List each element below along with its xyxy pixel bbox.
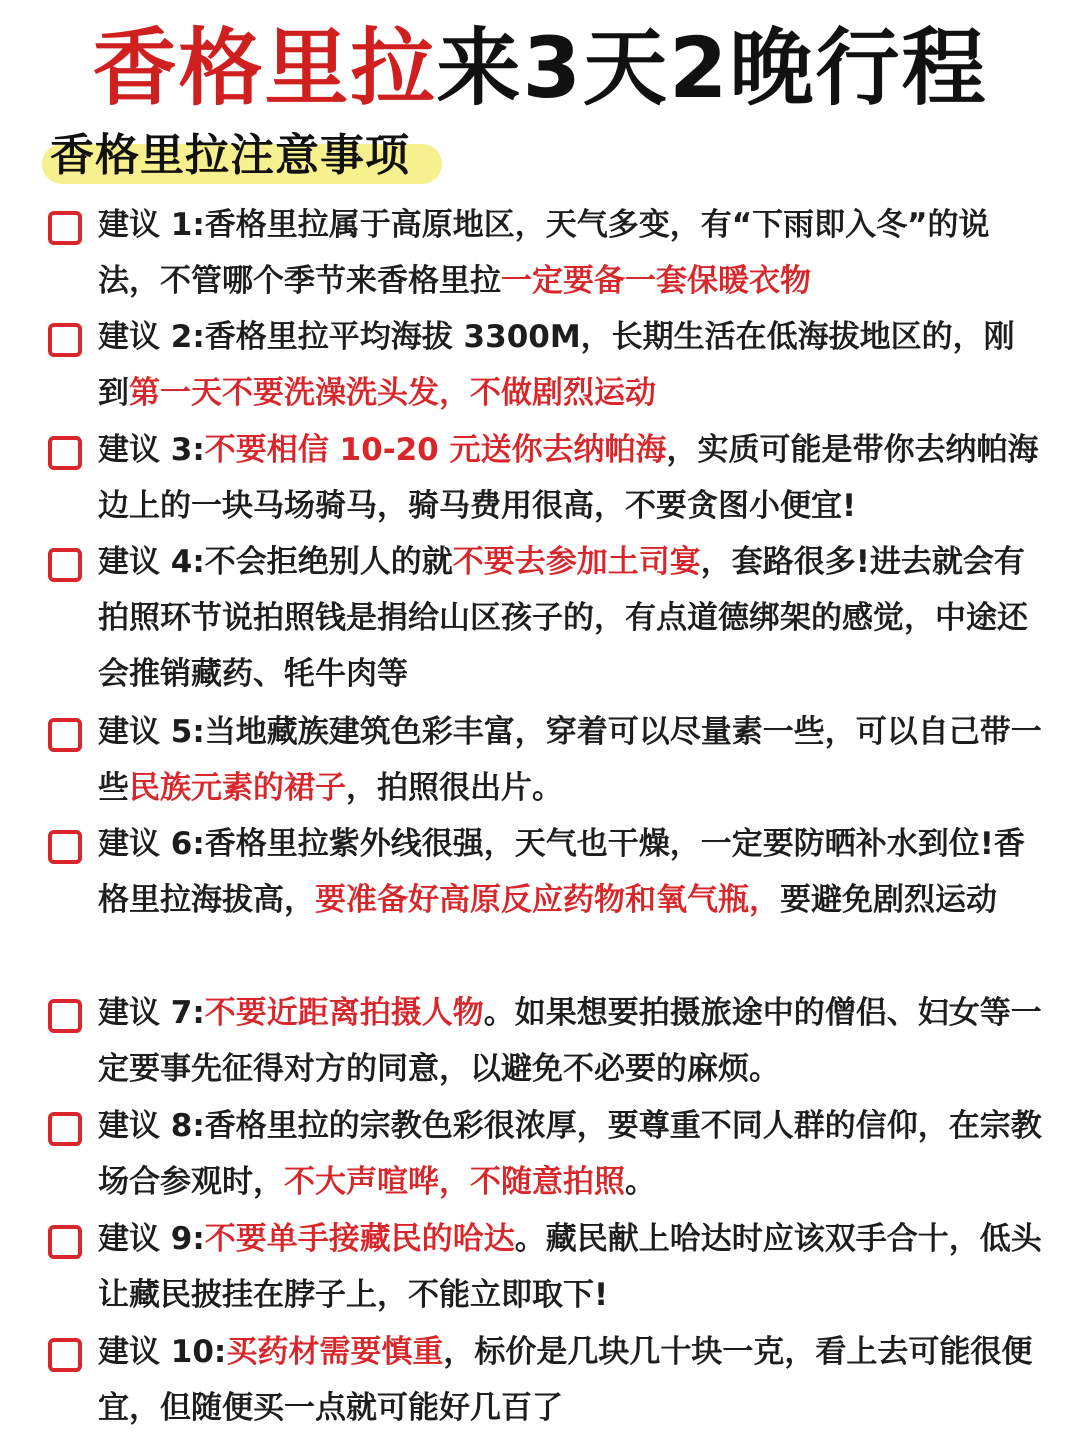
tip-highlight: 要准备好高原反应药物和氧气瓶， <box>315 882 780 918</box>
tip-prefix: 建议 3: <box>98 432 205 468</box>
checkbox-icon[interactable] <box>48 999 82 1033</box>
tip-highlight: 第一天不要洗澡洗头发，不做剧烈运动 <box>129 375 656 411</box>
tip-text-after: ，拍照很出片。 <box>346 770 563 806</box>
tip-text: 香格里拉属于高原地区，天气多变，有“下雨即入冬”的说法，不管哪个季节来香格里拉 <box>98 207 990 299</box>
tip-prefix: 建议 5: <box>98 714 205 750</box>
tip-text: 香格里拉的宗教色彩很浓厚，要尊重不同人群的信仰，在宗教场合参观时， <box>98 1108 1042 1200</box>
tip-highlight: 一定要备一套保暖衣物 <box>501 263 811 299</box>
tip-highlight: 不大声喧哗，不随意拍照 <box>284 1164 625 1200</box>
title-red-part: 香格里拉 <box>92 19 437 117</box>
checkbox-icon[interactable] <box>48 830 82 864</box>
tip-highlight: 买药材需要慎重 <box>226 1334 444 1370</box>
tip-item-8 <box>98 1098 1043 1210</box>
checkbox-icon[interactable] <box>48 718 82 752</box>
checkbox-icon[interactable] <box>48 323 82 357</box>
tip-text: 当地藏族建筑色彩丰富，穿着可以尽量素一些，可以自己带一些 <box>98 714 1042 806</box>
checkbox-icon[interactable] <box>48 436 82 470</box>
section-heading-text: 香格里拉注意事项 <box>50 130 410 181</box>
tip-text: 香格里拉平均海拔 3300M，长期生活在低海拔地区的，刚到 <box>98 319 1015 411</box>
checkbox-icon[interactable] <box>48 1338 82 1372</box>
tip-highlight: 民族元素的裙子 <box>129 770 346 806</box>
tip-text-after: ，标价是几块几十块一克，看上去可能很便宜，但随便买一点就可能好几百了 <box>98 1334 1033 1426</box>
tip-highlight: 不要相信 10-20 元送你去纳帕海 <box>204 432 667 468</box>
tip-item-6 <box>98 816 1043 928</box>
checkbox-icon[interactable] <box>48 548 82 582</box>
checkbox-icon[interactable] <box>48 1112 82 1146</box>
tip-item-5 <box>98 704 1043 816</box>
tip-item-7 <box>98 985 1043 1097</box>
tip-text-after: ，套路很多!进去就会有拍照环节说拍照钱是捐给山区孩子的，有点道德绑架的感觉，中途还会推销藏药、牦牛肉等 <box>98 544 1028 692</box>
tip-prefix: 建议 9: <box>98 1221 205 1257</box>
tip-prefix: 建议 1: <box>98 207 205 243</box>
tip-text: 不会拒绝别人的就 <box>204 544 453 580</box>
page-title <box>0 18 1080 118</box>
tip-item-4 <box>98 534 1043 702</box>
tip-item-3 <box>98 422 1043 534</box>
tip-text-after: 。如果想要拍摄旅途中的僧侣、妇女等一定要事先征得对方的同意，以避免不必要的麻烦。 <box>98 995 1042 1087</box>
title-black-part: 来3天2晚行程 <box>436 19 988 117</box>
tip-prefix: 建议 7: <box>98 995 205 1031</box>
tip-prefix: 建议 10: <box>98 1334 227 1370</box>
tip-prefix: 建议 8: <box>98 1108 205 1144</box>
tip-item-2 <box>98 309 1043 421</box>
tip-prefix: 建议 6: <box>98 826 205 862</box>
tip-text-after: 。 <box>625 1164 656 1200</box>
tip-item-1 <box>98 197 1043 309</box>
tip-prefix: 建议 2: <box>98 319 205 355</box>
tip-highlight: 不要近距离拍摄人物 <box>204 995 484 1031</box>
tip-text-after: ，实质可能是带你去纳帕海边上的一块马场骑马，骑马费用很高，不要贪图小便宜! <box>98 432 1039 524</box>
section-heading <box>50 126 410 186</box>
tip-highlight: 不要单手接藏民的哈达 <box>204 1221 515 1257</box>
tip-highlight: 不要去参加土司宴 <box>452 544 701 580</box>
tip-item-9 <box>98 1211 1043 1323</box>
checkbox-icon[interactable] <box>48 211 82 245</box>
tip-item-10 <box>98 1324 1043 1436</box>
checkbox-icon[interactable] <box>48 1225 82 1259</box>
tip-prefix: 建议 4: <box>98 544 205 580</box>
tip-text-after: 。藏民献上哈达时应该双手合十，低头让藏民披挂在脖子上，不能立即取下! <box>98 1221 1042 1313</box>
tip-text: 香格里拉紫外线很强，天气也干燥，一定要防晒补水到位!香格里拉海拔高， <box>98 826 1025 918</box>
tip-text-after: 要避免剧烈运动 <box>780 882 997 918</box>
